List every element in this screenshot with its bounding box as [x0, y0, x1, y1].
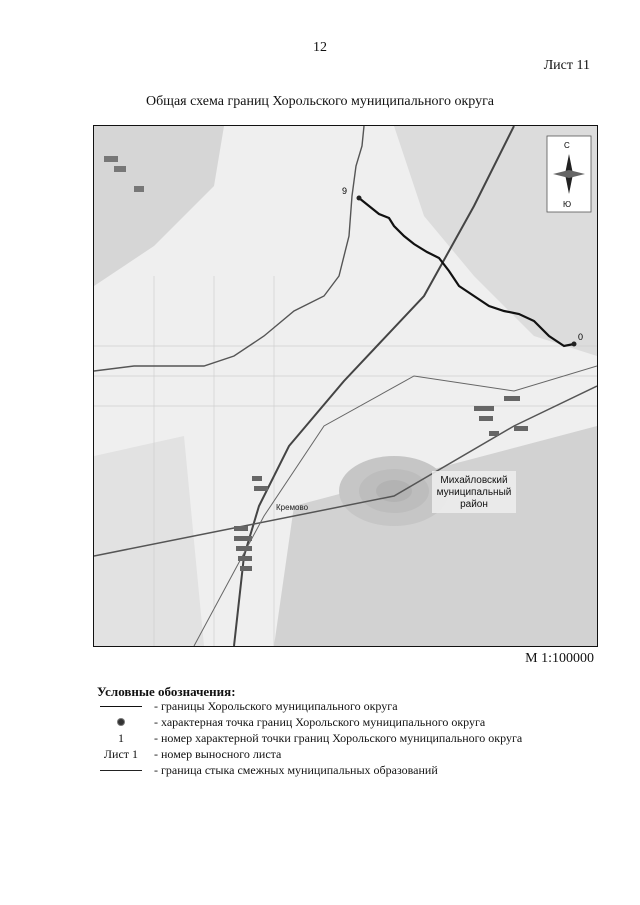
legend-item-desc: - граница стыка смежных муниципальных образований	[154, 762, 438, 777]
map-frame	[93, 125, 598, 647]
legend	[96, 698, 566, 778]
legend-item-sheet-number	[96, 746, 566, 762]
page-number: 12	[313, 40, 327, 55]
legend-item-point	[96, 714, 566, 730]
settlement-label-kremovo: Кремово	[276, 503, 309, 512]
boundary-point-marker	[572, 342, 577, 347]
compass-south-label: Ю	[563, 200, 572, 209]
legend-item-point-number	[96, 730, 566, 746]
compass-rose-icon	[547, 136, 591, 212]
legend-item-junction	[96, 762, 566, 778]
legend-item-desc: - границы Хорольского муниципального округа	[154, 698, 398, 713]
junction-line-symbol	[100, 770, 142, 771]
map-title: Общая схема границ Хорольского муниципального округа	[145, 94, 495, 109]
legend-symbol-text: Лист 1	[103, 746, 139, 761]
district-label-line1: Михайловский	[440, 475, 508, 486]
topographic-map	[94, 126, 597, 646]
sheet-label: Лист 11	[543, 58, 590, 73]
district-label-line3: район	[460, 499, 488, 510]
legend-title: Условные обозначения:	[97, 684, 236, 699]
legend-item-desc: - характерная точка границ Хорольского муниципального округа	[154, 714, 486, 729]
legend-item-desc: - номер характерной точки границ Хорольского муниципального округа	[154, 730, 523, 745]
boundary-point-number: 9	[342, 186, 348, 196]
boundary-point-marker	[357, 196, 362, 201]
compass-north-label: С	[564, 141, 570, 150]
point-marker-symbol	[118, 719, 124, 725]
map-scale: М 1:100000	[525, 651, 594, 666]
boundary-line-symbol	[100, 706, 142, 707]
legend-symbol-text: 1	[118, 730, 124, 745]
legend-item-boundary	[96, 698, 566, 714]
district-label-line2: муниципальный	[436, 487, 512, 498]
boundary-point-number: 0	[578, 332, 584, 342]
legend-item-desc: - номер выносного листа	[154, 746, 282, 761]
